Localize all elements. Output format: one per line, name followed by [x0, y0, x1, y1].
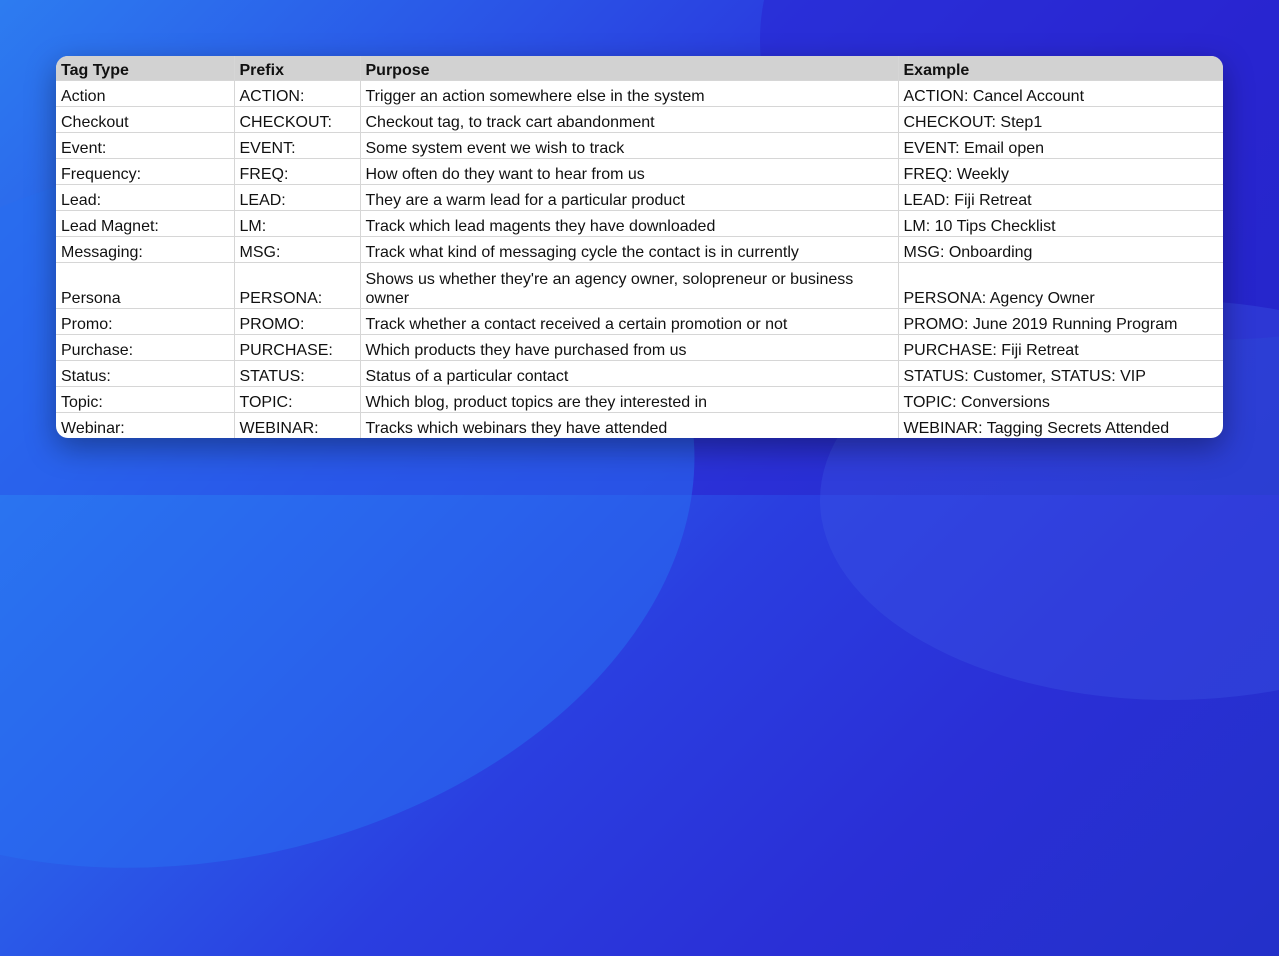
cell-example: PURCHASE: Fiji Retreat — [898, 335, 1223, 361]
cell-prefix: PURCHASE: — [234, 335, 360, 361]
cell-tag-type: Persona — [56, 263, 234, 309]
cell-purpose: Shows us whether they're an agency owner, solopreneur or business owner — [360, 263, 898, 309]
table-row — [56, 185, 1223, 211]
header-prefix: Prefix — [234, 56, 360, 81]
cell-prefix: FREQ: — [234, 159, 360, 185]
cell-example: ACTION: Cancel Account — [898, 81, 1223, 107]
cell-prefix: ACTION: — [234, 81, 360, 107]
cell-example: LEAD: Fiji Retreat — [898, 185, 1223, 211]
cell-prefix: CHECKOUT: — [234, 107, 360, 133]
cell-example: PERSONA: Agency Owner — [898, 263, 1223, 309]
table-row — [56, 159, 1223, 185]
cell-purpose: Trigger an action somewhere else in the system — [360, 81, 898, 107]
table-row — [56, 335, 1223, 361]
cell-purpose: Status of a particular contact — [360, 361, 898, 387]
cell-tag-type: Lead Magnet: — [56, 211, 234, 237]
cell-purpose: Track whether a contact received a certain promotion or not — [360, 309, 898, 335]
table-row — [56, 309, 1223, 335]
cell-tag-type: Event: — [56, 133, 234, 159]
cell-tag-type: Promo: — [56, 309, 234, 335]
cell-prefix: WEBINAR: — [234, 413, 360, 439]
cell-tag-type: Purchase: — [56, 335, 234, 361]
cell-prefix: LM: — [234, 211, 360, 237]
cell-example: CHECKOUT: Step1 — [898, 107, 1223, 133]
cell-tag-type: Checkout — [56, 107, 234, 133]
cell-prefix: EVENT: — [234, 133, 360, 159]
cell-example: PROMO: June 2019 Running Program — [898, 309, 1223, 335]
cell-purpose: How often do they want to hear from us — [360, 159, 898, 185]
cell-example: TOPIC: Conversions — [898, 387, 1223, 413]
cell-purpose: They are a warm lead for a particular product — [360, 185, 898, 211]
cell-prefix: PROMO: — [234, 309, 360, 335]
cell-tag-type: Lead: — [56, 185, 234, 211]
cell-prefix: MSG: — [234, 237, 360, 263]
cell-example: WEBINAR: Tagging Secrets Attended — [898, 413, 1223, 439]
cell-example: MSG: Onboarding — [898, 237, 1223, 263]
cell-purpose: Track which lead magents they have downloaded — [360, 211, 898, 237]
tag-table — [56, 56, 1223, 438]
cell-example: STATUS: Customer, STATUS: VIP — [898, 361, 1223, 387]
cell-purpose: Which products they have purchased from us — [360, 335, 898, 361]
header-example: Example — [898, 56, 1223, 81]
table-row — [56, 263, 1223, 309]
table-row — [56, 237, 1223, 263]
cell-prefix: PERSONA: — [234, 263, 360, 309]
header-tag-type: Tag Type — [56, 56, 234, 81]
header-purpose: Purpose — [360, 56, 898, 81]
cell-purpose: Checkout tag, to track cart abandonment — [360, 107, 898, 133]
table-row — [56, 107, 1223, 133]
table-card — [56, 56, 1223, 438]
cell-purpose: Tracks which webinars they have attended — [360, 413, 898, 439]
cell-tag-type: Topic: — [56, 387, 234, 413]
cell-example: FREQ: Weekly — [898, 159, 1223, 185]
table-row — [56, 81, 1223, 107]
cell-prefix: LEAD: — [234, 185, 360, 211]
cell-prefix: STATUS: — [234, 361, 360, 387]
table-row — [56, 361, 1223, 387]
table-row — [56, 413, 1223, 439]
cell-tag-type: Messaging: — [56, 237, 234, 263]
cell-tag-type: Action — [56, 81, 234, 107]
cell-purpose: Some system event we wish to track — [360, 133, 898, 159]
cell-example: EVENT: Email open — [898, 133, 1223, 159]
cell-example: LM: 10 Tips Checklist — [898, 211, 1223, 237]
table-row — [56, 133, 1223, 159]
cell-tag-type: Status: — [56, 361, 234, 387]
cell-prefix: TOPIC: — [234, 387, 360, 413]
table-header-row — [56, 56, 1223, 81]
table-row — [56, 387, 1223, 413]
table-row — [56, 211, 1223, 237]
cell-purpose: Which blog, product topics are they interested in — [360, 387, 898, 413]
cell-purpose: Track what kind of messaging cycle the contact is in currently — [360, 237, 898, 263]
cell-tag-type: Webinar: — [56, 413, 234, 439]
cell-tag-type: Frequency: — [56, 159, 234, 185]
